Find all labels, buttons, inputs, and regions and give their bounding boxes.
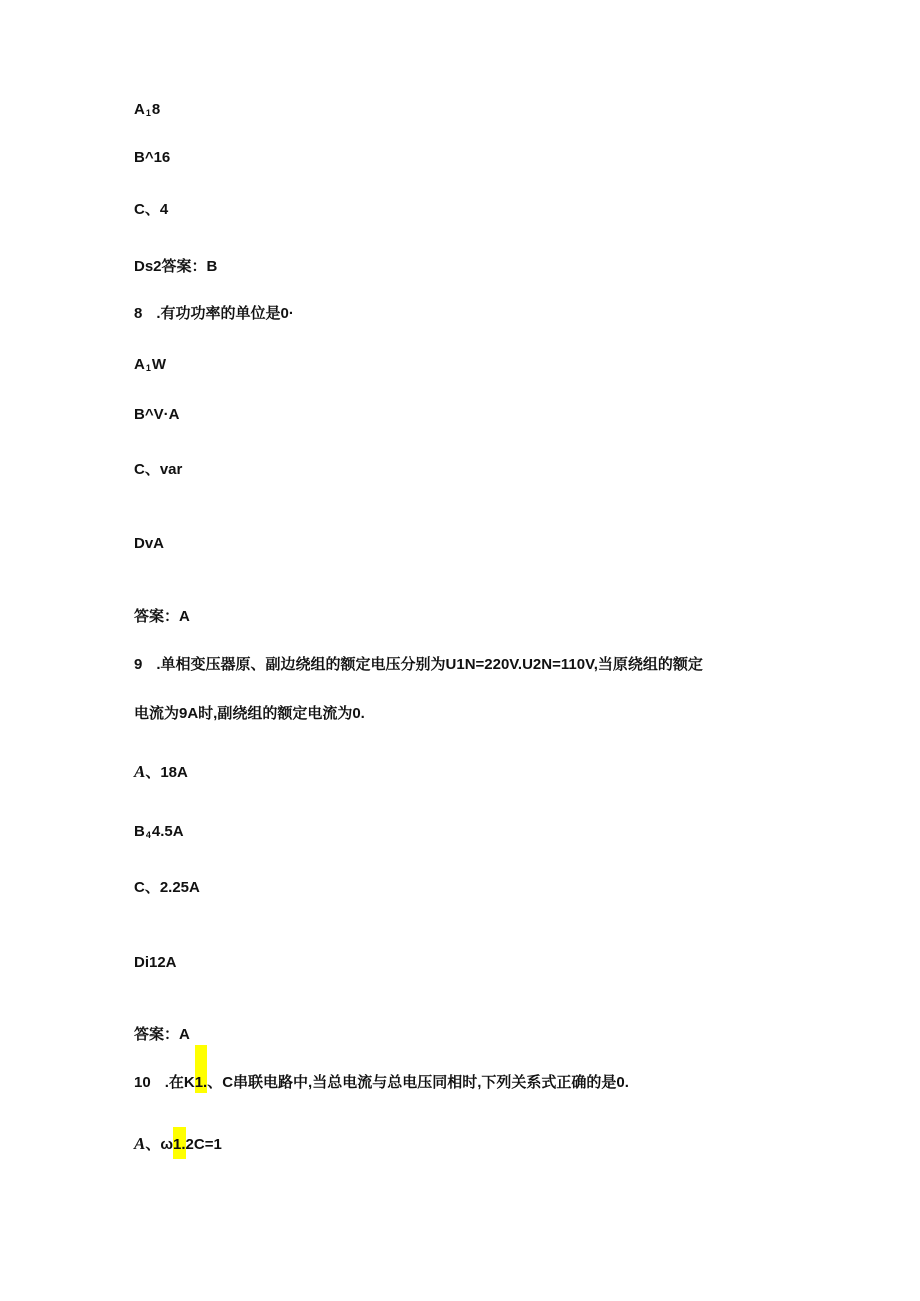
option-line [134,822,184,845]
option-letter: B [134,823,145,840]
option-line: B^16 [134,149,171,166]
option-line [134,762,188,783]
question-text: .有功功率的单位是0· [156,305,294,322]
question-text: .单相变压器原、副边绕组的额定电压分别为U1N=220V.U2N=110V,当原绕组的额定 [156,656,703,673]
option-text: 、18A [145,764,188,781]
option-line [134,100,160,123]
option-letter: A [134,762,146,781]
question-10 [134,1073,629,1093]
answer-line: 答案：A [134,608,190,625]
question-text-continued: 电流为9A时,副绕组的额定电流为0. [134,705,365,722]
highlighted-text: 1. [195,1045,208,1093]
option-letter: A [134,1134,146,1153]
option-line: C、var [134,461,183,478]
question-8 [134,304,294,324]
question-number: 9 [134,656,143,673]
option-subscript: 4 [145,830,151,840]
option-text: 2C=1 [185,1136,222,1153]
question-9 [134,655,703,675]
answer-line: 答案：A [134,1026,190,1043]
question-text: 、C串联电路中,当总电流与总电压同相时,下列关系式正确的是0. [207,1074,629,1091]
option-line: C、4 [134,201,169,218]
highlighted-text: 1. [173,1127,186,1159]
option-line [134,1134,222,1159]
option-line: B^V·A [134,406,180,423]
question-number: 8 [134,305,143,322]
option-subscript: 1 [145,108,151,118]
option-text: 、ω [145,1136,174,1153]
option-text: 4.5A [151,823,184,840]
question-text: .在K [164,1074,195,1091]
option-subscript: 1 [145,363,151,373]
option-letter: A [134,101,145,118]
option-text: 8 [151,101,161,118]
option-line: DvA [134,535,165,552]
option-line [134,355,166,378]
option-text: W [151,356,167,373]
option-answer-line: Ds2答案：B [134,258,218,275]
question-number: 10 [134,1074,151,1091]
option-line: C、2.25A [134,879,200,896]
option-letter: A [134,356,145,373]
option-line: Di12A [134,954,177,971]
